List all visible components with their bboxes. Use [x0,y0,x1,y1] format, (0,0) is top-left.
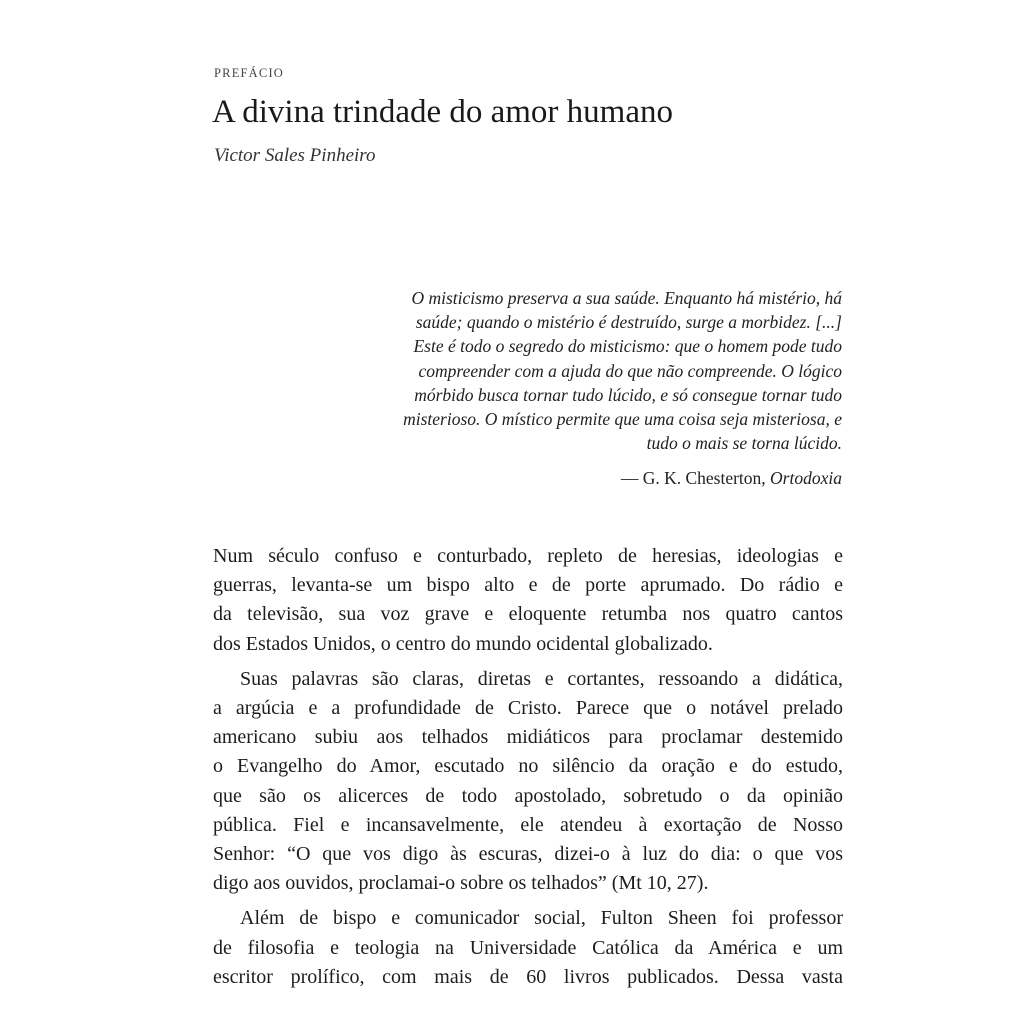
attribution-work: Ortodoxia [770,468,842,488]
text-line: pública. Fiel e incansavelmente, ele atendeu à exortação de Nosso [213,813,843,836]
text-line: Senhor: “O que vos digo às escuras, dizei-o à luz do dia: o que vos [213,843,843,866]
text-line: Suas palavras são claras, diretas e cortantes, ressoando a didática, [240,667,843,690]
text-line: digo aos ouvidos, proclamai-o sobre os telhados” (Mt 10, 27). [213,872,709,895]
body-text [213,542,843,992]
section-kicker: PREFÁCIO [214,66,285,80]
epigraph-attribution [400,468,842,489]
text-line: Num século confuso e conturbado, repleto de heresias, ideologias e [213,545,843,567]
text-line: que são os alicerces de todo apostolado, sobretudo o da opinião [213,784,843,807]
epigraph-line: Este é todo o segredo do misticismo: que o homem pode tudo [413,336,842,357]
epigraph-line: tudo o mais se torna lúcido. [646,433,842,454]
text-line: o Evangelho do Amor, escutado no silêncio da oração e do estudo, [213,755,843,778]
text-line: da televisão, sua voz grave e eloquente retumba nos quatro cantos [213,603,843,626]
text-line: escritor prolífico, com mais de 60 livros publicados. Dessa vasta [213,965,843,988]
epigraph-line: compreender com a ajuda do que não compreende. O lógico [418,360,842,381]
paragraph [213,542,843,659]
epigraph [290,286,842,455]
text-line: dos Estados Unidos, o centro do mundo ocidental globalizado. [213,632,713,655]
author-name: Victor Sales Pinheiro [214,145,376,166]
text-line: Além de bispo e comunicador social, Fulton Sheen foi professor [240,907,843,930]
epigraph-line: misterioso. O místico permite que uma coisa seja misteriosa, e [403,409,842,430]
paragraph [213,665,843,899]
epigraph-line: O misticismo preserva a sua saúde. Enquanto há mistério, há [411,288,842,308]
attribution-author: — G. K. Chesterton, [620,468,771,488]
chapter-title: A divina trindade do amor humano [212,94,673,130]
paragraph [213,904,843,992]
text-line: americano subiu aos telhados midiáticos para proclamar destemido [213,726,843,749]
text-line: a argúcia e a profundidade de Cristo. Parece que o notável prelado [213,697,843,720]
text-line: de filosofia e teologia na Universidade Católica da América e um [213,936,843,959]
epigraph-line: mórbido busca tornar tudo lúcido, e só consegue tornar tudo [414,384,842,405]
text-line: guerras, levanta-se um bispo alto e de porte aprumado. Do rádio e [213,574,843,597]
epigraph-line: saúde; quando o mistério é destruído, surge a morbidez. [...] [415,312,842,333]
